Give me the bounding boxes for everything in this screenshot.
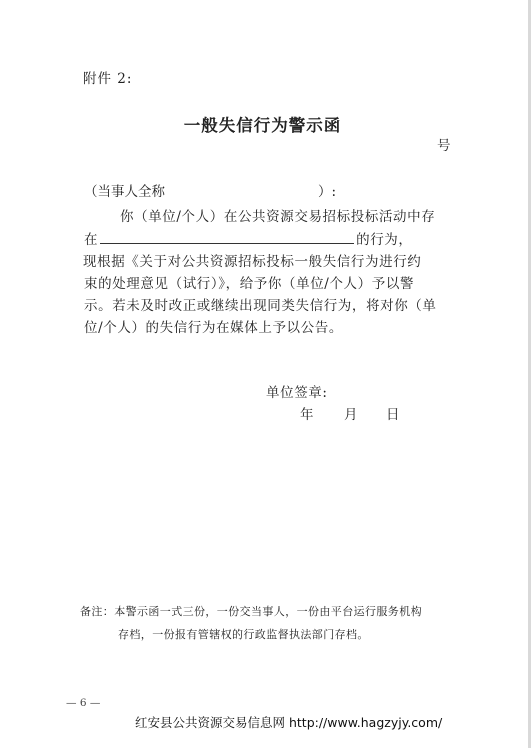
document-title: [0, 112, 531, 136]
addressee-open: （当事人全称: [84, 184, 165, 200]
page-number: — 6 —: [66, 697, 101, 709]
addressee-close: ）:: [318, 184, 337, 200]
date-day: 日: [386, 407, 400, 423]
addressee-line: [84, 180, 336, 200]
document-number-suffix: 号: [437, 138, 451, 154]
body-line-2: [84, 228, 413, 248]
attachment-label: 附件 2:: [83, 71, 133, 87]
body-line-3: 现根据《关于对公共资源招标投标一般失信行为进行约: [83, 254, 422, 270]
body-line-4: 束的处理意见（试行）》，给予你（单位/个人）予以警: [84, 276, 415, 292]
note-line-2: 存档，一份报有管辖权的行政监督执法部门存档。: [118, 628, 369, 641]
source-watermark: 红安县公共资源交易信息网 http://www.hagzyjy.com/: [135, 715, 443, 730]
signature-label: 单位签章:: [266, 385, 328, 401]
fill-in-blank: [100, 231, 354, 244]
body-line-5: 示。若未及时改正或继续出现同类失信行为，将对你（单: [84, 298, 437, 314]
body-line-1: 你（单位/个人）在公共资源交易招标投标活动中存: [120, 209, 436, 225]
date-year: 年: [300, 407, 314, 423]
body-line-2-suffix: 的行为，: [356, 232, 413, 248]
body-line-6: 位/个人）的失信行为在媒体上予以公告。: [84, 320, 343, 336]
document-title-text: 一般失信行为警示函: [183, 116, 342, 135]
note-line-1: 备注：本警示函一式三份，一份交当事人，一份由平台运行服务机构: [80, 605, 422, 618]
date-line: [300, 403, 400, 423]
body-line-2-prefix: 在: [84, 232, 99, 248]
date-month: 月: [344, 407, 358, 423]
